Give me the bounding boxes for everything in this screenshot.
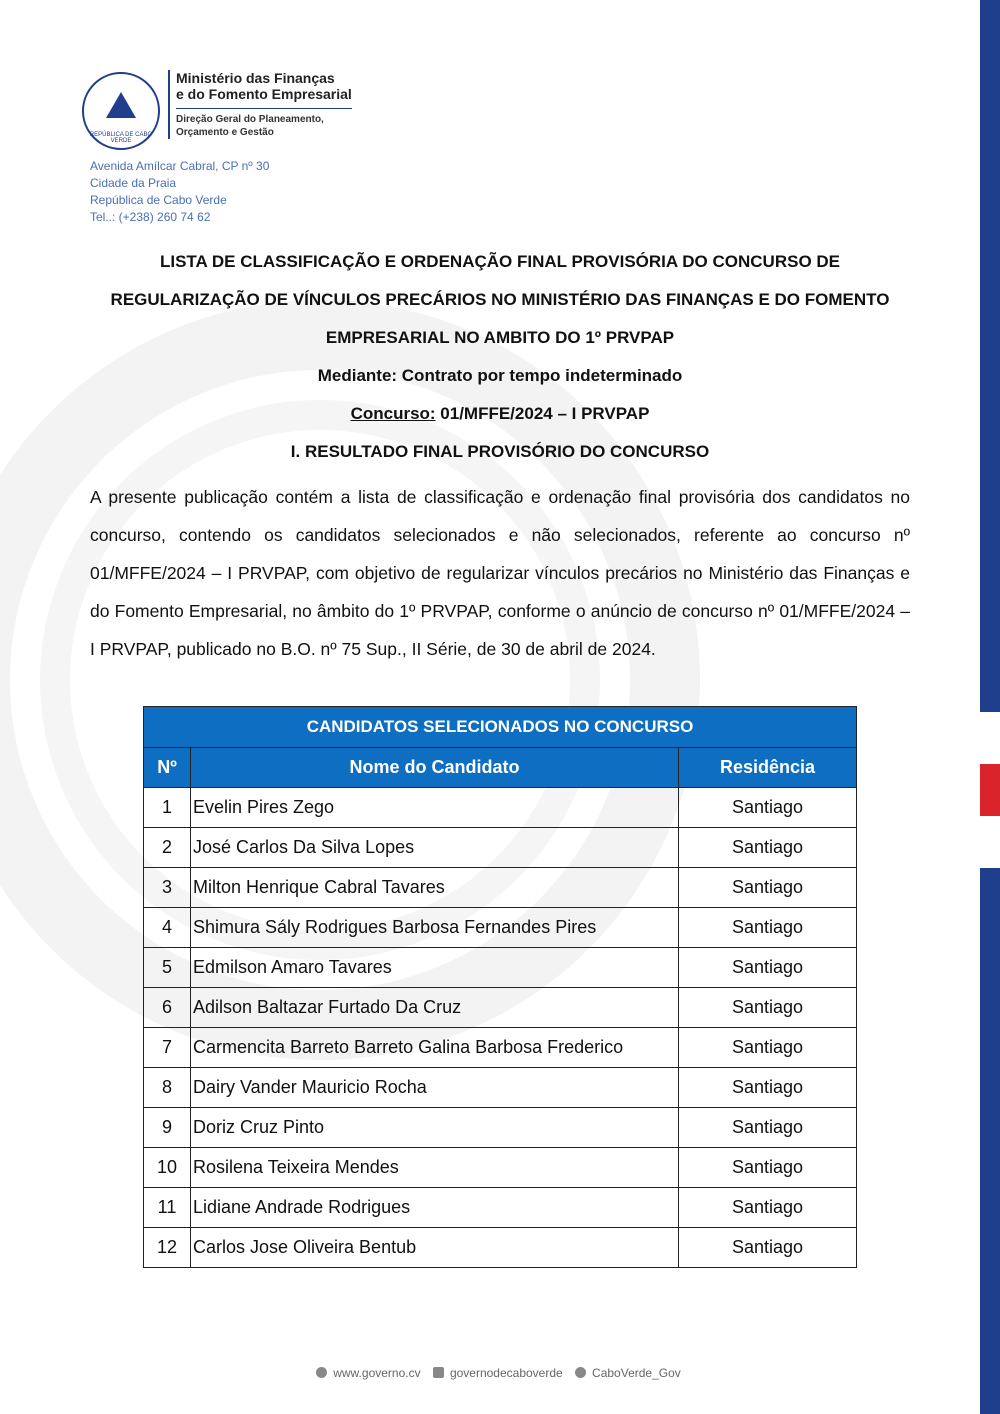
table-row [144, 948, 857, 988]
cell-name: Dairy Vander Mauricio Rocha [191, 1068, 679, 1108]
cell-residence: Santiago [679, 1148, 857, 1188]
cell-residence: Santiago [679, 1068, 857, 1108]
table-row [144, 1068, 857, 1108]
address-line2: Cidade da Praia [90, 176, 177, 190]
column-header-residence: Residência [679, 748, 857, 788]
footer-facebook-text: governodecaboverde [449, 1366, 563, 1380]
column-header-number: Nº [144, 748, 191, 788]
cell-number: 12 [144, 1228, 191, 1268]
flag-stripe-blue-bottom [980, 868, 1000, 1414]
cell-name: Shimura Sály Rodrigues Barbosa Fernandes Pires [191, 908, 679, 948]
cell-number: 8 [144, 1068, 191, 1108]
contract-type: Mediante: Contrato por tempo indeterminado [317, 366, 683, 385]
title-line3: EMPRESARIAL NO AMBITO DO 1º PRVPAP [325, 328, 675, 347]
cell-number: 6 [144, 988, 191, 1028]
address-line1: Avenida Amílcar Cabral, CP nº 30 [90, 159, 270, 173]
intro-paragraph: A presente publicação contém a lista de classificação e ordenação final provisória dos candidatos no concurso, contendo os candidatos selecionados e não selecionados, referente ao concurso nº 01/MFFE/2024 – I PRVPAP, com objetivo de regularizar vínculos precários no Ministério das Finanças e do Fomento Empresarial, no âmbito do 1º PRVPAP, conforme o anúncio de concurso nº 01/MFFE/2024 – I PRVPAP, publicado no B.O. nº 75 Sup., II Série, de 30 de abril de 2024. [90, 487, 910, 659]
cell-name: Lidiane Andrade Rodrigues [191, 1188, 679, 1228]
cell-number: 3 [144, 868, 191, 908]
cell-name: Evelin Pires Zego [191, 788, 679, 828]
cell-name: José Carlos Da Silva Lopes [191, 828, 679, 868]
concurso-label: Concurso: [350, 404, 436, 423]
cell-residence: Santiago [679, 908, 857, 948]
table-row [144, 1108, 857, 1148]
cell-residence: Santiago [679, 788, 857, 828]
section-heading: I. RESULTADO FINAL PROVISÓRIO DO CONCURSO [290, 442, 710, 461]
table-row [144, 788, 857, 828]
address-line4: Tel..: (+238) 260 74 62 [90, 210, 211, 224]
cell-number: 4 [144, 908, 191, 948]
cell-number: 2 [144, 828, 191, 868]
cell-number: 5 [144, 948, 191, 988]
flag-stripe-blue-top [980, 0, 1000, 712]
concurso-reference [90, 404, 910, 424]
direction-name-line2: Orçamento e Gestão [176, 127, 274, 138]
cell-residence: Santiago [679, 1188, 857, 1228]
footer-twitter-text: CaboVerde_Gov [592, 1366, 681, 1380]
address-line3: República de Cabo Verde [90, 193, 227, 207]
flag-stripe-red [980, 764, 1000, 816]
table-row [144, 1188, 857, 1228]
cell-residence: Santiago [679, 1228, 857, 1268]
cell-residence: Santiago [679, 988, 857, 1028]
cell-name: Carmencita Barreto Barreto Galina Barbosa Frederico [191, 1028, 679, 1068]
globe-icon [316, 1367, 327, 1378]
cell-number: 9 [144, 1108, 191, 1148]
direction-name [176, 108, 352, 139]
direction-name-line1: Direção Geral do Planeamento, [176, 114, 324, 125]
ministry-logo-block [82, 70, 352, 150]
footer-facebook [433, 1366, 566, 1380]
seal-text: REPÚBLICA DE CABO VERDE [89, 132, 153, 144]
table-row [144, 828, 857, 868]
ministry-name-line1: Ministério das Finanças [176, 70, 335, 86]
ministry-name-line2: e do Fomento Empresarial [176, 86, 352, 102]
column-header-name: Nome do Candidato [191, 748, 679, 788]
facebook-icon [433, 1367, 444, 1378]
ministry-name-block [168, 70, 352, 139]
cell-name: Carlos Jose Oliveira Bentub [191, 1228, 679, 1268]
cell-residence: Santiago [679, 868, 857, 908]
cell-residence: Santiago [679, 948, 857, 988]
table-row [144, 1148, 857, 1188]
title-line2: REGULARIZAÇÃO DE VÍNCULOS PRECÁRIOS NO MINISTÉRIO DAS FINANÇAS E DO FOMENTO [110, 290, 890, 309]
cell-number: 7 [144, 1028, 191, 1068]
footer-website-text: www.governo.cv [333, 1366, 421, 1380]
cell-name: Doriz Cruz Pinto [191, 1108, 679, 1148]
cell-name: Adilson Baltazar Furtado Da Cruz [191, 988, 679, 1028]
page-footer [0, 1366, 1000, 1380]
cell-number: 1 [144, 788, 191, 828]
title-line1: LISTA DE CLASSIFICAÇÃO E ORDENAÇÃO FINAL PROVISÓRIA DO CONCURSO DE [159, 252, 841, 271]
address-block [90, 158, 269, 226]
table-caption: CANDIDATOS SELECIONADOS NO CONCURSO [144, 707, 857, 748]
footer-twitter [575, 1366, 684, 1380]
table-row [144, 908, 857, 948]
cell-residence: Santiago [679, 828, 857, 868]
cell-residence: Santiago [679, 1108, 857, 1148]
footer-website [316, 1366, 423, 1380]
cell-number: 11 [144, 1188, 191, 1228]
selected-candidates-table [143, 706, 857, 1268]
cell-residence: Santiago [679, 1028, 857, 1068]
table-row [144, 868, 857, 908]
cell-name: Milton Henrique Cabral Tavares [191, 868, 679, 908]
twitter-icon [575, 1367, 586, 1378]
table-row [144, 988, 857, 1028]
national-seal-icon [82, 72, 160, 150]
concurso-value: 01/MFFE/2024 – I PRVPAP [435, 404, 650, 423]
table-row [144, 1028, 857, 1068]
cell-name: Edmilson Amaro Tavares [191, 948, 679, 988]
cell-name: Rosilena Teixeira Mendes [191, 1148, 679, 1188]
cell-number: 10 [144, 1148, 191, 1188]
table-row [144, 1228, 857, 1268]
